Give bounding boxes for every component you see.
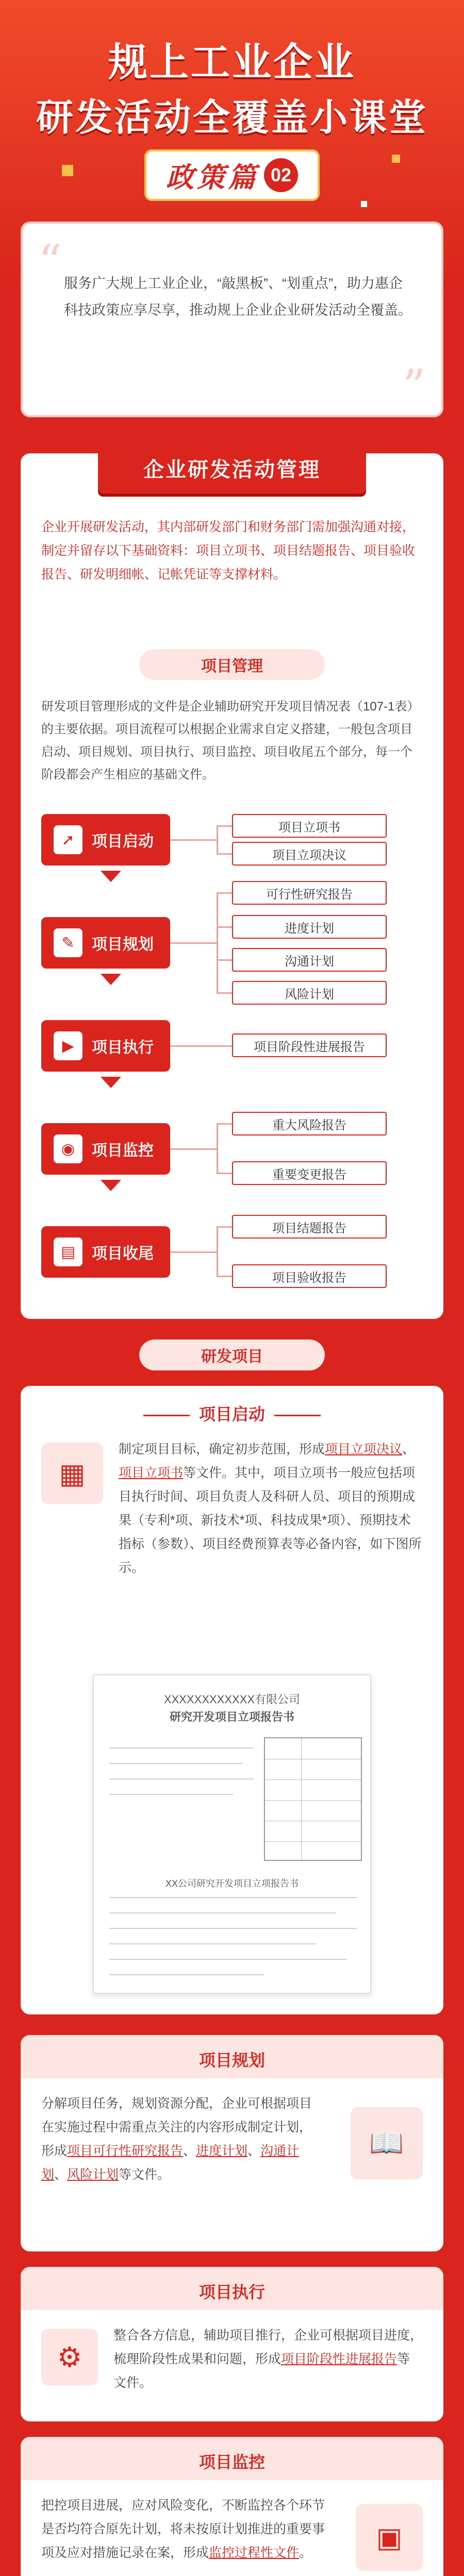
close-quote-icon: ” <box>402 360 426 414</box>
section-start-text: 制定项目目标，确定初步范围，形成项目立项决议、项目立项书等文件。其中，项目立项书一般应包括项目执行时间、项目负责人及科研人员、项目的预期成果（专利*项、新技术*项、科技成果*项）、预期技术指标（参数）、项目经费预算表等必备内容，如下图所示。 <box>119 1442 422 1575</box>
doc-company: XXXXXXXXXXXX有限公司 <box>163 1693 301 1706</box>
rocket-icon: ➚ <box>54 825 82 854</box>
down-arrow-icon <box>101 1180 121 1191</box>
connector-line <box>217 853 232 855</box>
down-arrow-icon <box>101 871 121 882</box>
section-start <box>21 1386 443 2014</box>
section-title: 项目启动 <box>21 1401 443 1425</box>
connector-line <box>217 892 232 894</box>
document-icon: ▦ <box>41 1443 103 1504</box>
intro-text: 服务广大规上工业企业，“敲黑板”、“划重点”，助力惠企科技政策应享尽享，推动规上企业企业研发活动全覆盖。 <box>64 276 412 318</box>
execute-icon: ▶ <box>54 1031 82 1060</box>
connector-line <box>170 1045 232 1047</box>
flow-step-plan <box>41 917 170 969</box>
section-title: 项目执行 <box>198 2283 265 2301</box>
management-ribbon: 企业研发活动管理 <box>98 442 366 494</box>
flow-step-start <box>41 814 170 866</box>
doc-item: 项目立项书 <box>232 814 387 838</box>
down-arrow-icon <box>101 974 121 985</box>
doc-item: 项目结题报告 <box>232 1215 387 1239</box>
monitor-screen-icon: ▣ <box>356 2504 423 2571</box>
connector-line <box>170 1251 217 1253</box>
section-plan <box>21 2035 443 2251</box>
flow-step-exec <box>41 1020 170 1072</box>
section-monitor <box>21 2437 443 2576</box>
connector-line <box>170 839 217 841</box>
project-flow-diagram <box>41 814 423 1298</box>
rd-project-subhead: 研发项目 <box>139 1340 325 1370</box>
doc-item: 项目阶段性进展报告 <box>232 1033 387 1057</box>
doc-item: 风险计划 <box>232 981 387 1005</box>
flow-step-label: 项目启动 <box>92 833 154 850</box>
doc-item: 项目立项决议 <box>232 842 387 866</box>
section-exec <box>21 2267 443 2421</box>
book-icon: 📖 <box>351 2107 423 2179</box>
connector-line <box>217 1173 232 1174</box>
section-plan-text: 分解项目任务，规划资源分配，企业可根据项目在实施过程中需重点关注的内容形成制定计划，形成项目可行性研究报告、进度计划、沟通计划、风险计划等文件。 <box>41 2096 312 2182</box>
connector-line <box>217 825 218 854</box>
doc-item: 重要变更报告 <box>232 1161 387 1185</box>
flow-step-label: 项目收尾 <box>92 1245 154 1262</box>
management-intro: 企业开展研发活动，其内部研发部门和财务部门需加强沟通对接，制定并留存以下基础资料：项目立项书、项目结题报告、项目验收报告、研发明细帐、记帐凭证等支撑材料。 <box>41 520 416 582</box>
section-exec-text: 整合各方信息，辅助项目推行，企业可根据项目进度，梳理阶段性成果和问题，形成项目阶段性进展报告等文件。 <box>113 2328 423 2390</box>
folder-icon: ▤ <box>54 1238 82 1266</box>
page-title-line1: 规上工业企业 <box>108 41 356 84</box>
intro-card <box>21 222 443 417</box>
doc-item: 可行性研究报告 <box>232 881 387 905</box>
open-quote-icon: “ <box>38 235 62 289</box>
down-arrow-icon <box>101 1077 121 1088</box>
monitor-icon: ◉ <box>54 1134 82 1163</box>
connector-line <box>217 959 232 961</box>
flow-step-monitor <box>41 1123 170 1175</box>
flow-step-label: 项目执行 <box>92 1039 154 1056</box>
section-title: 项目规划 <box>198 2051 265 2070</box>
page-title-line2: 研发活动全覆盖小课堂 <box>36 97 428 139</box>
flow-step-close <box>41 1226 170 1278</box>
doc-item: 进度计划 <box>232 915 387 939</box>
project-management-subhead: 项目管理 <box>139 649 325 680</box>
flow-step-label: 项目规划 <box>92 936 154 953</box>
management-card <box>21 453 443 1319</box>
flow-step-label: 项目监控 <box>92 1142 154 1159</box>
connector-line <box>217 1226 218 1277</box>
connector-line <box>217 825 232 827</box>
doc-info-table <box>264 1737 362 1861</box>
connector-line <box>217 992 232 994</box>
connector-line <box>217 1123 232 1125</box>
decor-square <box>361 201 367 207</box>
connector-line <box>217 1226 232 1228</box>
plan-icon: ✎ <box>54 928 82 957</box>
policy-badge <box>144 149 320 201</box>
project-management-text: 研发项目管理形成的文件是企业辅助研究开发项目情况表（107-1表）的主要依据。项目流程可以根据企业需求自定义搭建，一般包含项目启动、项目规划、项目执行、项目监控、项目收尾五个部分，每一个阶段都会产生相应的基础文件。 <box>41 700 420 782</box>
doc-item: 重大风险报告 <box>232 1112 387 1136</box>
doc-item: 项目验收报告 <box>232 1264 387 1288</box>
decor-square <box>392 155 400 163</box>
connector-line <box>217 926 232 928</box>
issue-number: 02 <box>264 158 298 192</box>
decor-square <box>62 165 73 176</box>
gear-icon: ⚙ <box>41 2329 98 2385</box>
connector-line <box>217 1276 232 1277</box>
doc-table-title: XX公司研究开发项目立项报告书 <box>165 1878 299 1889</box>
policy-label: 政策篇 <box>166 162 259 193</box>
project-proposal-sample <box>93 1674 371 1994</box>
section-monitor-text: 把控项目进展，应对风险变化，不断监控各个环节是否均符合原先计划，将未按原计划推进的重要事项及应对措施记录在案，形成监控过程性文件。 <box>41 2498 325 2560</box>
connector-line <box>170 942 217 944</box>
section-title: 项目监控 <box>198 2453 265 2471</box>
doc-heading: 研究开发项目立项报告书 <box>169 1710 294 1723</box>
connector-line <box>217 892 218 993</box>
connector-line <box>217 1123 218 1174</box>
doc-item: 沟通计划 <box>232 948 387 972</box>
connector-line <box>170 1148 217 1150</box>
